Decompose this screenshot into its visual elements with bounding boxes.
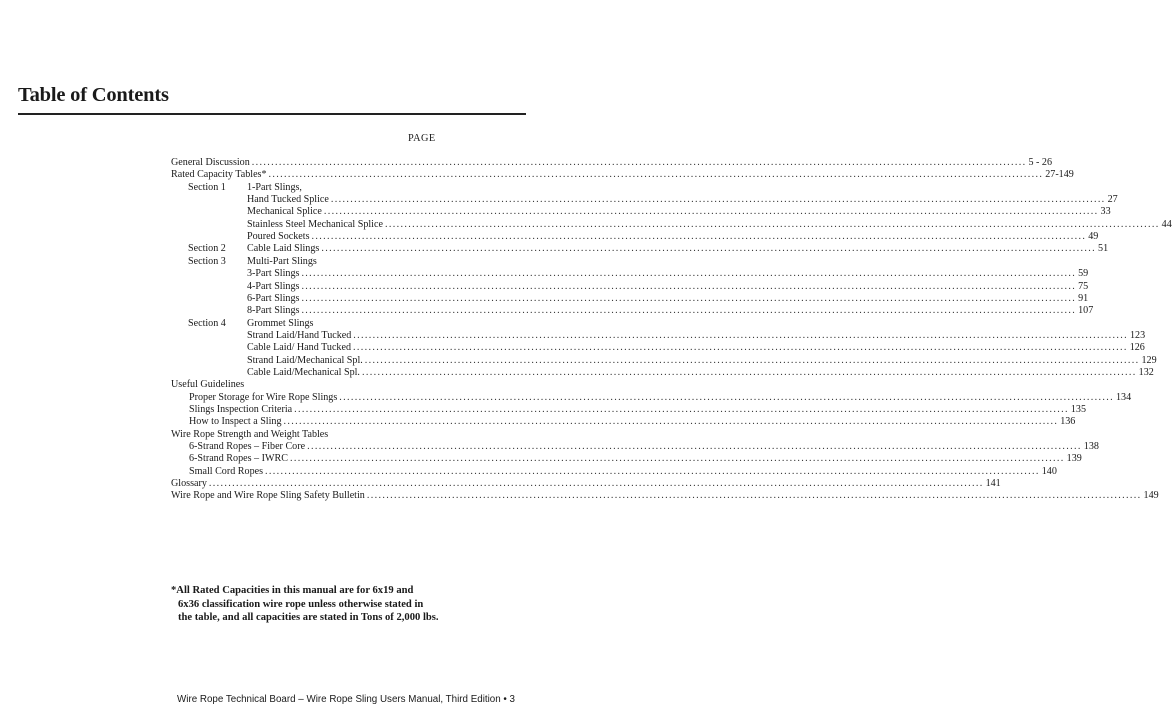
dot-leader: ........................................................................................................................................................................................................: [301, 305, 1077, 317]
toc-entry-label: 6-Strand Ropes – IWRC: [189, 453, 288, 465]
toc-entry: [189, 453, 1082, 465]
toc-entry-label: Rated Capacity Tables*: [171, 169, 267, 181]
toc-entry: [171, 157, 1053, 169]
toc-section-row: [188, 182, 435, 194]
toc-page-number: 49: [1088, 231, 1099, 243]
toc-entry-label: Useful Guidelines: [171, 379, 245, 391]
dot-leader: ........................................................................................................................................................................................................: [294, 404, 1069, 415]
toc-section-label: Section 4: [188, 317, 226, 329]
toc-section-row: [188, 256, 435, 268]
toc-page-number: 33: [1100, 206, 1111, 218]
toc-page-number: 126: [1129, 342, 1145, 354]
toc-entry-label: 8-Part Slings: [247, 305, 300, 317]
toc-page-number: 5 - 26: [1028, 157, 1053, 168]
toc-page-number: 149: [1143, 490, 1159, 502]
toc-section-label: Section 2: [188, 243, 226, 255]
dot-leader: ........................................................................................................................................................................................................: [301, 268, 1077, 280]
toc-page-number: 107: [1078, 305, 1094, 317]
dot-leader: ........................................................................................................................................................................................................: [307, 441, 1082, 453]
toc-page-number: 141: [985, 478, 1001, 490]
toc-entry-label: Cable Laid Slings: [247, 243, 320, 255]
toc-entry-label: 6-Part Slings: [247, 292, 300, 304]
toc-page-number: 91: [1078, 292, 1089, 304]
toc-page-number: 123: [1129, 329, 1146, 341]
dot-leader: ........................................................................................................................................................................................................: [268, 169, 1044, 181]
toc-page-number: 44: [1161, 218, 1172, 230]
dot-leader: ........................................................................................................................................................................................................: [330, 194, 1106, 206]
title-rule: [18, 113, 526, 115]
toc-entry-label: Strand Laid/Mechanical Spl.: [247, 354, 363, 366]
toc-entry: [171, 169, 1074, 181]
toc-entry-label: Cable Laid/ Hand Tucked: [247, 342, 352, 354]
toc-page-number: 139: [1066, 453, 1082, 465]
toc-entry: [247, 182, 435, 194]
page-footer: Wire Rope Technical Board – Wire Rope Sling Users Manual, Third Edition • 3: [177, 694, 515, 705]
toc-page-number: 75: [1078, 280, 1089, 292]
toc-entry: [189, 391, 1132, 404]
toc-entry: [247, 206, 1111, 218]
dot-leader: ........................................................................................................................................................................................................: [321, 243, 1097, 255]
toc-page-number: 136: [1060, 416, 1076, 428]
dot-leader: ........................................................................................................................................................................................................: [353, 342, 1128, 354]
note-line: *All Rated Capacities in this manual are for 6x19 and: [171, 585, 414, 596]
dot-leader: ........................................................................................................................................................................................................: [208, 478, 984, 490]
toc-entry: [247, 318, 435, 330]
toc-entry: [189, 404, 1086, 416]
note-line: the table, and all capacities are stated in Tons of 2,000 lbs.: [178, 612, 439, 624]
toc-entry-label: Mechanical Splice: [247, 206, 322, 218]
dot-leader: ........................................................................................................................................................................................................: [251, 157, 1027, 168]
toc-entry: [247, 292, 1089, 305]
toc-page-number: 51: [1098, 243, 1109, 255]
dot-leader: ........................................................................................................................................................................................................: [265, 465, 1040, 477]
toc-entry-label: Glossary: [171, 478, 207, 490]
dot-leader: ........................................................................................................................................................................................................: [323, 206, 1099, 218]
toc-page-number: 132: [1138, 366, 1154, 378]
dot-leader: ........................................................................................................................................................................................................: [301, 292, 1077, 304]
toc-entry: [189, 416, 1076, 428]
toc-entry-label: 3-Part Slings: [247, 268, 300, 280]
dot-leader: ........................................................................................................................................................................................................: [366, 490, 1142, 502]
toc-entry-label: Proper Storage for Wire Rope Slings: [189, 391, 338, 403]
toc-section-row: [188, 243, 1109, 255]
toc-entry: [171, 429, 435, 441]
toc-entry: [247, 342, 1145, 354]
toc-entry-label: Grommet Slings: [247, 317, 314, 329]
note-line: 6x36 classification wire rope unless otherwise stated in: [178, 598, 424, 610]
toc-entry-label: Small Cord Ropes: [189, 465, 264, 477]
toc-entry: [247, 280, 1089, 293]
dot-leader: ........................................................................................................................................................................................................: [283, 416, 1059, 428]
dot-leader: ........................................................................................................................................................................................................: [301, 280, 1077, 292]
toc-page-number: 134: [1115, 391, 1132, 403]
dot-leader: ........................................................................................................................................................................................................: [311, 231, 1087, 243]
dot-leader: ........................................................................................................................................................................................................: [353, 329, 1128, 341]
toc-entry-label: Wire Rope Strength and Weight Tables: [171, 428, 329, 440]
toc-entry: [247, 231, 1099, 243]
toc-entry-label: Strand Laid/Hand Tucked: [247, 329, 352, 341]
page-title: Table of Contents: [18, 84, 169, 106]
toc-entry-label: 1-Part Slings,: [247, 181, 302, 193]
toc-entry: [247, 256, 435, 268]
dot-leader: ........................................................................................................................................................................................................: [364, 354, 1140, 366]
toc-page-number: 27-149: [1045, 169, 1074, 181]
toc-section-row: [188, 318, 435, 330]
toc-page-number: 27: [1107, 194, 1118, 206]
toc-entry: [247, 194, 1118, 206]
toc-section-label: Section 3: [188, 255, 226, 267]
toc-entry: [171, 490, 1159, 502]
toc-section-label: Section 1: [188, 181, 226, 193]
toc-page-number: 59: [1078, 268, 1089, 280]
toc-entry-label: Poured Sockets: [247, 231, 310, 243]
toc-entry: [247, 243, 1108, 255]
toc-page-number: 140: [1041, 465, 1057, 477]
toc-entry-label: General Discussion: [171, 157, 250, 168]
dot-leader: ........................................................................................................................................................................................................: [384, 218, 1160, 230]
toc-entry: [247, 268, 1089, 280]
toc-page-number: 135: [1070, 404, 1086, 415]
toc-entry: [247, 354, 1157, 367]
toc-entry: [247, 305, 1094, 317]
toc-entry-label: Hand Tucked Splice: [247, 194, 329, 206]
toc-page-number: 129: [1141, 354, 1157, 366]
toc-entry: [171, 379, 435, 391]
toc-page-number: 138: [1083, 441, 1099, 453]
toc-entry-label: Slings Inspection Criteria: [189, 404, 293, 415]
toc-entry-label: Cable Laid/Mechanical Spl.: [247, 366, 360, 378]
toc-entry-label: 6-Strand Ropes – Fiber Core: [189, 441, 306, 453]
toc-entry: [189, 465, 1057, 478]
toc-entry-label: 4-Part Slings: [247, 280, 300, 292]
capacity-note: [171, 584, 471, 625]
dot-leader: ........................................................................................................................................................................................................: [289, 453, 1065, 465]
toc-entry: [247, 329, 1146, 342]
dot-leader: ........................................................................................................................................................................................................: [361, 366, 1137, 378]
toc-entry: [171, 478, 1001, 490]
page-column-header: PAGE: [408, 133, 436, 144]
toc-entry-label: Multi-Part Slings: [247, 255, 317, 267]
toc-entry: [189, 441, 1099, 453]
toc-entry-label: How to Inspect a Sling: [189, 416, 282, 428]
dot-leader: ........................................................................................................................................................................................................: [339, 391, 1114, 403]
toc-entry-label: Wire Rope and Wire Rope Sling Safety Bulletin: [171, 490, 365, 502]
toc-entry-label: Stainless Steel Mechanical Splice: [247, 218, 383, 230]
toc-entry: [247, 218, 1172, 231]
toc-entry: [247, 366, 1154, 379]
